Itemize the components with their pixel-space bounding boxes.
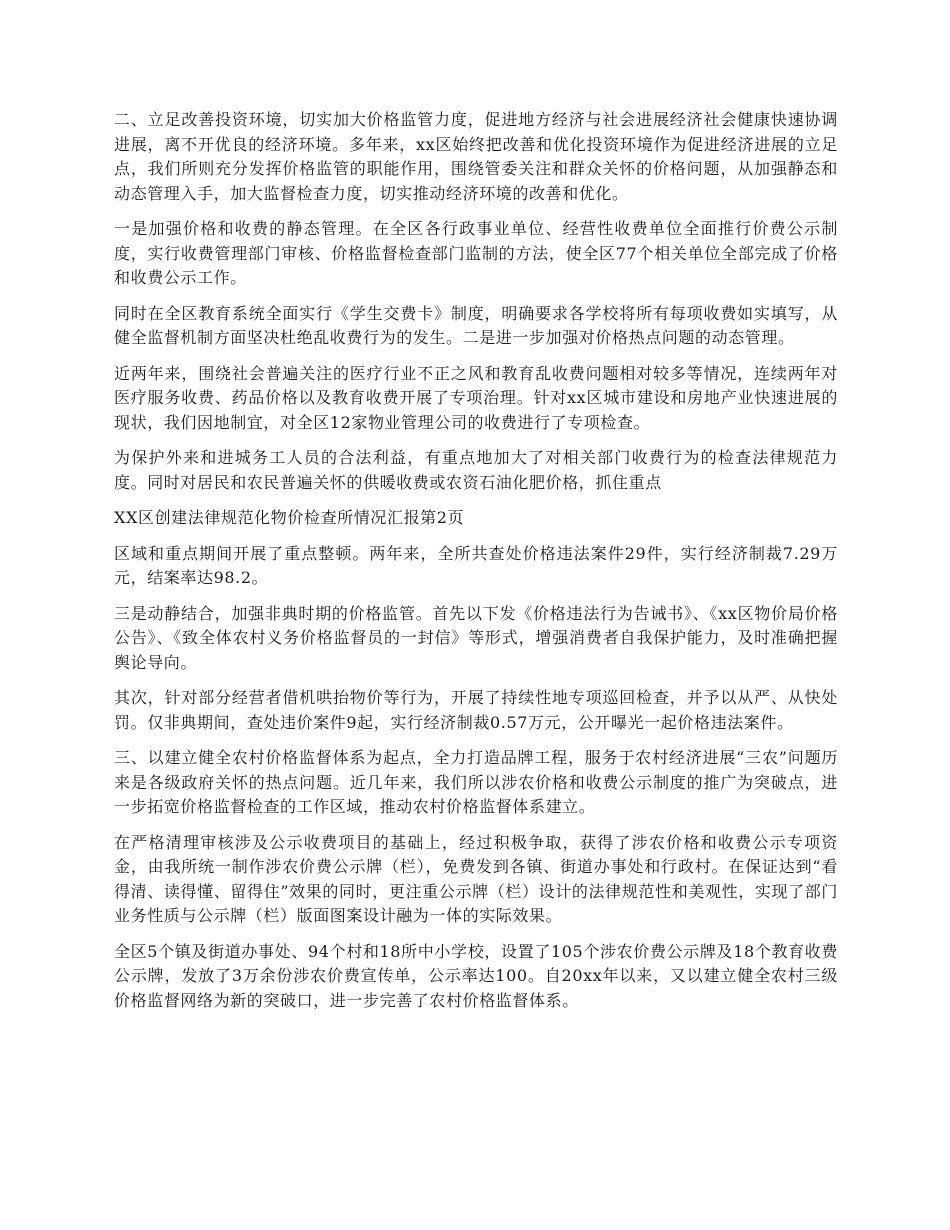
paragraph-sars-supervision: 三是动静结合，加强非典时期的价格监管。首先以下发《价格违法行为告诫书》、《xx区物价局价格公告》、《致全体农村义务价格监督员的一封信》等形式，增强消费者自我保护能力，及时准确把握舆论导向。 <box>114 603 838 672</box>
paragraph-rectification-results: 区域和重点期间开展了重点整顿。两年来，全所共查处价格违法案件29件，实行经济制裁7.29万元，结案率达98.2。 <box>114 543 838 587</box>
page-header-line: XX区创建法律规范化物价检查所情况汇报第2页 <box>114 508 465 527</box>
paragraph-investment-environment: 二、立足改善投资环境，切实加大价格监管力度，促进地方经济与社会进展经济社会健康快速协调进展，离不开优良的经济环境。多年来，xx区始终把改善和优化投资环境作为促进经济进展的立足点，我们所则充分发挥价格监管的职能作用，围绕管委关注和群众关怀的价格问题，从加强静态和动态管理入手，加大监督检查力度，切实推动经济环境的改善和优化。 <box>114 110 838 203</box>
paragraph-publicity-boards: 在严格清理审核涉及公示收费项目的基础上，经过积极争取，获得了涉农价格和收费公示专项资金，由我所统一制作涉农价费公示牌（栏），免费发到各镇、街道办事处和行政村。在保证达到“看得清、读得懂、留得住”效果的同时，更注重公示牌（栏）设计的法律规范性和美观性，实现了部门业务性质与公示牌（栏）版面图案设计融为一体的实际效果。 <box>114 832 838 925</box>
document-body <box>114 108 838 1024</box>
paragraph-price-gouging: 其次，针对部分经营者借机哄抬物价等行为，开展了持续性地专项巡回检查，并予以从严、从快处罚。仅非典期间，查处违价案件9起，实行经济制裁0.57万元，公开曝光一起价格违法案件。 <box>114 688 838 732</box>
paragraph-special-treatment: 近两年来，围绕社会普遍关注的医疗行业不正之风和教育乱收费问题相对较多等情况，连续两年对医疗服务收费、药品价格以及教育收费开展了专项治理。针对xx区城市建设和房地产业快速进展的现状，我们因地制宜，对全区12家物业管理公司的收费进行了专项检查。 <box>114 363 838 432</box>
paragraph-rural-supervision: 三、以建立健全农村价格监督体系为起点，全力打造品牌工程，服务于农村经济进展“三农”问题历来是各级政府关怀的热点问题。近几年来，我们所以涉农价格和收费公示制度的推广为突破点，进一步拓宽价格监督检查的工作区域，推动农村价格监督体系建立。 <box>114 748 838 816</box>
paragraph-student-fee-card: 同时在全区教育系统全面实行《学生交费卡》制度，明确要求各学校将所有每项收费如实填写，从健全监督机制方面坚决杜绝乱收费行为的发生。二是进一步加强对价格热点问题的动态管理。 <box>114 303 838 347</box>
paragraph-static-management: 一是加强价格和收费的静态管理。在全区各行政事业单位、经营性收费单位全面推行价费公示制度，实行收费管理部门审核、价格监督检查部门监制的方法，使全区77个相关单位全部完成了价格和收费公示工作。 <box>114 219 838 287</box>
paragraph-worker-protection: 为保护外来和进城务工人员的合法利益，有重点地加大了对相关部门收费行为的检查法律规范力度。同时对居民和农民普遍关怀的供暖收费或农资石油化肥价格，抓住重点 <box>114 448 838 492</box>
paragraph-district-coverage: 全区5个镇及街道办事处、94个村和18所中小学校，设置了105个涉农价费公示牌及18个教育收费公示牌，发放了3万余份涉农价费宣传单，公示率达100。自20xx年以来，又以建立健全农村三级价格监督网络为新的突破口，进一步完善了农村价格监督体系。 <box>114 941 838 1010</box>
